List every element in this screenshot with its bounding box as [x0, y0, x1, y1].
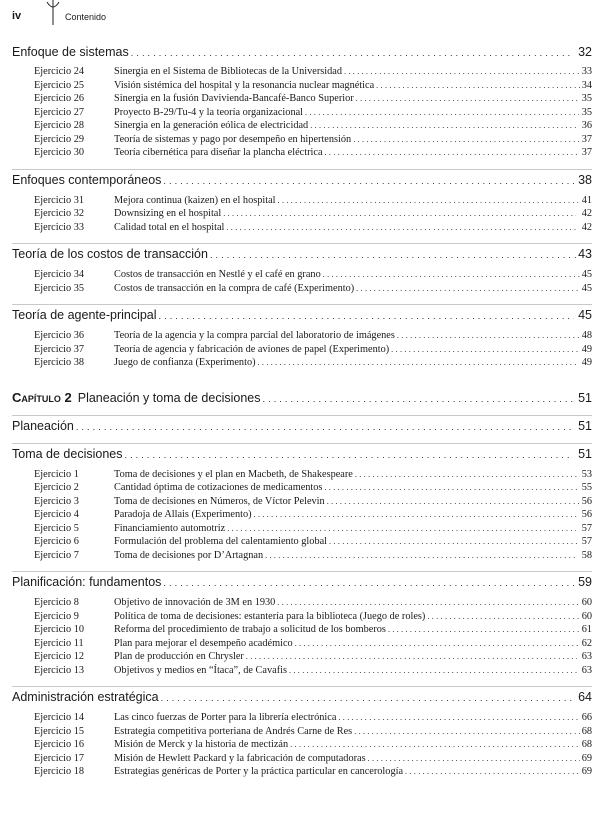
exercise-number: Ejercicio 34 [34, 269, 85, 280]
section-title: Planificación: fundamentos [12, 575, 162, 589]
exercise-title: Juego de confianza (Experimento) [114, 357, 256, 368]
exercise-entry[interactable] [12, 344, 592, 358]
exercise-page: 36 [581, 120, 592, 131]
toc-part-1 [12, 45, 592, 376]
dot-leader [338, 713, 579, 722]
exercise-title: Plan para mejorar el desempeño académico [114, 637, 293, 649]
exercise-page: 62 [581, 637, 592, 649]
exercise-title: Sinergia en la fusión Davivienda-Bancafé-Banco Superior [114, 93, 354, 104]
section-title: Teoría de agente-principal [12, 308, 157, 322]
exercise-title: Objetivo de innovación de 3M en 1930 [114, 597, 276, 608]
dot-leader [265, 551, 577, 560]
section-heading[interactable] [12, 690, 592, 712]
dot-leader [356, 94, 580, 103]
dot-leader [397, 331, 580, 340]
exercise-number: Ejercicio 16 [34, 739, 85, 750]
dot-leader [163, 578, 574, 588]
exercise-page: 56 [581, 495, 592, 507]
dot-leader [353, 135, 580, 144]
section-heading[interactable] [12, 45, 592, 66]
exercise-entry[interactable] [12, 597, 592, 611]
dot-leader [405, 767, 580, 776]
dot-leader [161, 693, 575, 703]
header-title: Contenido [65, 12, 107, 22]
toc-part-2 [12, 419, 592, 785]
exercise-number: Ejercicio 38 [34, 357, 85, 368]
exercise-entry[interactable] [12, 638, 592, 652]
divider [12, 686, 592, 687]
exercise-number: Ejercicio 17 [34, 752, 85, 764]
exercise-title: Visión sistémica del hospital y la resonancia nuclear magnética [114, 79, 375, 91]
exercise-page: 69 [581, 752, 592, 764]
exercise-number: Ejercicio 25 [34, 79, 85, 91]
exercise-entry[interactable] [12, 469, 592, 483]
exercise-page: 56 [581, 509, 592, 520]
exercise-entry[interactable] [12, 283, 592, 297]
section-page: 43 [578, 247, 592, 261]
exercise-title: Toma de decisiones por D’Artagnan [114, 549, 264, 561]
exercise-page: 33 [581, 66, 592, 77]
exercise-entry[interactable] [12, 496, 592, 510]
exercise-number: Ejercicio 32 [34, 208, 85, 219]
exercise-page: 57 [581, 536, 592, 547]
divider [12, 243, 592, 244]
exercise-entry[interactable] [12, 739, 592, 753]
exercise-title: Misión de Hewlett Packard y la fabricación de computadoras [114, 752, 366, 764]
exercise-title: Paradoja de Allais (Experimento) [114, 509, 252, 520]
header-ornament-icon [46, 0, 60, 26]
exercise-number: Ejercicio 12 [34, 651, 85, 662]
exercise-entry[interactable] [12, 536, 592, 550]
exercise-number: Ejercicio 37 [34, 343, 85, 355]
dot-leader [323, 270, 580, 279]
divider [12, 169, 592, 170]
divider [12, 443, 592, 444]
exercise-title: Las cinco fuerzas de Porter para la librería electrónica [114, 712, 337, 723]
exercise-title: Estrategias genéricas de Porter y la práctica particular en cancerología [114, 766, 404, 777]
exercise-entry[interactable] [12, 482, 592, 496]
exercise-page: 42 [581, 208, 592, 219]
section-title: Administración estratégica [12, 690, 159, 704]
exercise-title: Sinergia en el Sistema de Bibliotecas de la Universidad [114, 66, 342, 77]
exercise-number: Ejercicio 27 [34, 106, 85, 118]
exercise-title: Proyecto B-29/Tu-4 y la teoría organizacional [114, 106, 304, 118]
divider [12, 304, 592, 305]
exercise-title: Reforma del procedimiento de trabajo a solicitud de los bomberos [114, 624, 386, 635]
dot-leader [344, 67, 580, 76]
dot-leader [159, 311, 575, 321]
exercise-page: 48 [581, 330, 592, 341]
section-title: Teoría de los costos de transacción [12, 247, 208, 261]
exercise-entry[interactable] [12, 195, 592, 209]
section-heading[interactable] [12, 308, 592, 330]
dot-leader [210, 250, 576, 260]
exercise-entry[interactable] [12, 651, 592, 665]
dot-leader [226, 223, 576, 232]
dot-leader [246, 652, 577, 661]
dot-leader [254, 510, 577, 519]
exercise-number: Ejercicio 36 [34, 330, 85, 341]
divider [12, 415, 592, 416]
exercise-number: Ejercicio 9 [34, 610, 79, 622]
table-of-contents [12, 45, 592, 785]
section-heading[interactable] [12, 447, 592, 469]
exercise-number: Ejercicio 15 [34, 725, 85, 737]
exercise-number: Ejercicio 24 [34, 66, 85, 77]
exercise-title: Objetivos y medios en “Ítaca”, de Cavafis [114, 664, 287, 676]
exercise-page: 49 [581, 343, 592, 355]
exercise-number: Ejercicio 33 [34, 221, 85, 233]
exercise-page: 45 [581, 282, 592, 294]
dot-leader [354, 727, 580, 736]
exercise-number: Ejercicio 11 [34, 637, 84, 649]
section-page: 51 [578, 418, 592, 433]
exercise-title: Financiamiento automotriz [114, 522, 226, 534]
exercise-title: Downsizing en el hospital [114, 208, 222, 219]
exercise-page: 58 [581, 549, 592, 561]
exercise-page: 35 [581, 106, 592, 118]
exercise-entry[interactable] [12, 208, 592, 222]
exercise-number: Ejercicio 5 [34, 522, 79, 534]
exercise-number: Ejercicio 2 [34, 482, 79, 493]
dot-leader [376, 81, 580, 90]
exercise-entry[interactable] [12, 66, 592, 80]
exercise-number: Ejercicio 8 [34, 597, 79, 608]
section-title: Planeación [12, 418, 74, 433]
exercise-entry[interactable] [12, 222, 592, 236]
exercise-number: Ejercicio 26 [34, 93, 85, 104]
exercise-title: Teoría de agencia y fabricación de aviones de papel (Experimento) [114, 343, 390, 355]
exercise-number: Ejercicio 28 [34, 120, 85, 131]
dot-leader [325, 148, 580, 157]
exercise-number: Ejercicio 31 [34, 194, 85, 206]
exercise-number: Ejercicio 1 [34, 468, 79, 480]
dot-leader [289, 666, 578, 675]
dot-leader [278, 196, 578, 205]
exercise-entry[interactable] [12, 712, 592, 726]
chapter-heading[interactable] [12, 390, 592, 412]
exercise-title: Misión de Merck y la historia de mectizán [114, 739, 289, 750]
divider [12, 571, 592, 572]
exercise-page: 37 [581, 147, 592, 158]
exercise-entry[interactable] [12, 134, 592, 148]
exercise-title: Mejora continua (kaizen) en el hospital [114, 194, 276, 206]
dot-leader [391, 345, 580, 354]
exercise-entry[interactable] [12, 107, 592, 121]
dot-leader [290, 740, 578, 749]
section-heading[interactable] [12, 575, 592, 597]
section-title: Enfoque de sistemas [12, 45, 129, 59]
exercise-entry[interactable] [12, 269, 592, 283]
exercise-entry[interactable] [12, 93, 592, 107]
dot-leader [295, 639, 579, 648]
exercise-title: Toma de decisiones y el plan en Macbeth, de Shakespeare [114, 468, 353, 480]
page-number: iv [12, 10, 22, 22]
exercise-page: 37 [581, 133, 592, 145]
exercise-number: Ejercicio 10 [34, 624, 85, 635]
dot-leader [324, 483, 579, 492]
exercise-number: Ejercicio 18 [34, 766, 85, 777]
exercise-page: 53 [581, 468, 592, 480]
exercise-title: Teoría cibernética para diseñar la plancha eléctrica [114, 147, 323, 158]
section-page: 59 [578, 575, 592, 589]
exercise-page: 63 [581, 651, 592, 662]
chapter-page: 51 [578, 390, 592, 405]
exercise-title: Toma de decisiones en Números, de Víctor Pelevin [114, 495, 325, 507]
exercise-title: Estrategia competitiva porteriana de Andrés Carne de Res [114, 725, 353, 737]
exercise-page: 34 [581, 79, 592, 91]
dot-leader [258, 358, 578, 367]
exercise-page: 61 [581, 624, 592, 635]
dot-leader [76, 422, 572, 432]
exercise-title: Política de toma de decisiones: estantería para la biblioteca (Juego de roles) [114, 610, 426, 622]
exercise-entry[interactable] [12, 550, 592, 564]
exercise-entry[interactable] [12, 753, 592, 767]
exercise-title: Teoría de la agencia y la compra parcial del laboratorio de imágenes [114, 330, 395, 341]
page-header [12, 0, 592, 28]
section-page: 38 [578, 172, 592, 187]
section-page: 51 [578, 446, 592, 461]
dot-leader [163, 176, 574, 186]
exercise-entry[interactable] [12, 624, 592, 638]
exercise-entry[interactable] [12, 726, 592, 740]
exercise-number: Ejercicio 13 [34, 664, 85, 676]
dot-leader [131, 48, 574, 58]
exercise-number: Ejercicio 6 [34, 536, 79, 547]
section-title: Toma de decisiones [12, 446, 123, 461]
chapter-title: Planeación y toma de decisiones [77, 390, 261, 405]
dot-leader [124, 450, 573, 460]
section-heading[interactable] [12, 419, 592, 440]
exercise-number: Ejercicio 29 [34, 133, 85, 145]
exercise-title: Teoría de sistemas y pago por desempeño en hipertensión [114, 133, 352, 145]
exercise-page: 66 [581, 712, 592, 723]
exercise-number: Ejercicio 3 [34, 495, 79, 507]
exercise-page: 35 [581, 93, 592, 104]
exercise-number: Ejercicio 30 [34, 147, 85, 158]
dot-leader [329, 537, 580, 546]
exercise-page: 60 [581, 610, 592, 622]
exercise-entry[interactable] [12, 509, 592, 523]
exercise-entry[interactable] [12, 330, 592, 344]
exercise-page: 60 [581, 597, 592, 608]
dot-leader [310, 121, 579, 130]
section-page: 32 [578, 45, 592, 59]
exercise-number: Ejercicio 35 [34, 282, 85, 294]
exercise-title: Plan de producción en Chrysler [114, 651, 244, 662]
dot-leader [227, 524, 576, 533]
exercise-number: Ejercicio 4 [34, 509, 79, 520]
exercise-page: 57 [581, 522, 592, 534]
exercise-entry[interactable] [12, 80, 592, 94]
exercise-entry[interactable] [12, 766, 592, 780]
dot-leader [327, 497, 580, 506]
exercise-entry[interactable] [12, 611, 592, 625]
dot-leader [356, 284, 580, 293]
exercise-entry[interactable] [12, 147, 592, 161]
exercise-page: 68 [581, 725, 592, 737]
exercise-title: Formulación del problema del calentamiento global [114, 536, 328, 547]
section-title: Enfoques contemporáneos [12, 172, 162, 187]
exercise-entry[interactable] [12, 665, 592, 679]
dot-leader [427, 612, 579, 621]
exercise-page: 68 [581, 739, 592, 750]
dot-leader [368, 754, 580, 763]
exercise-page: 63 [581, 664, 592, 676]
dot-leader [388, 625, 580, 634]
exercise-number: Ejercicio 14 [34, 712, 85, 723]
dot-leader [277, 598, 578, 607]
exercise-title: Sinergia en la generación eólica de electricidad [114, 120, 309, 131]
exercise-entry[interactable] [12, 357, 592, 371]
section-heading[interactable] [12, 173, 592, 195]
section-page: 45 [578, 308, 592, 322]
exercise-page: 41 [581, 194, 592, 206]
exercise-title: Calidad total en el hospital [114, 221, 225, 233]
exercise-page: 45 [581, 269, 592, 280]
exercise-entry[interactable] [12, 120, 592, 134]
chapter-label: Capítulo 2 [12, 389, 72, 405]
section-page: 64 [578, 690, 592, 704]
section-heading[interactable] [12, 247, 592, 269]
exercise-title: Costos de transacción en la compra de café (Experimento) [114, 282, 355, 294]
exercise-page: 69 [581, 766, 592, 777]
exercise-title: Costos de transacción en Nestlé y el café en grano [114, 269, 321, 280]
exercise-page: 42 [581, 221, 592, 233]
exercise-page: 49 [581, 357, 592, 368]
exercise-entry[interactable] [12, 523, 592, 537]
dot-leader [305, 108, 579, 117]
exercise-number: Ejercicio 7 [34, 549, 79, 561]
dot-leader [355, 470, 580, 479]
exercise-title: Cantidad óptima de cotizaciones de medicamentos [114, 482, 323, 493]
exercise-page: 55 [581, 482, 592, 493]
dot-leader [223, 209, 576, 218]
